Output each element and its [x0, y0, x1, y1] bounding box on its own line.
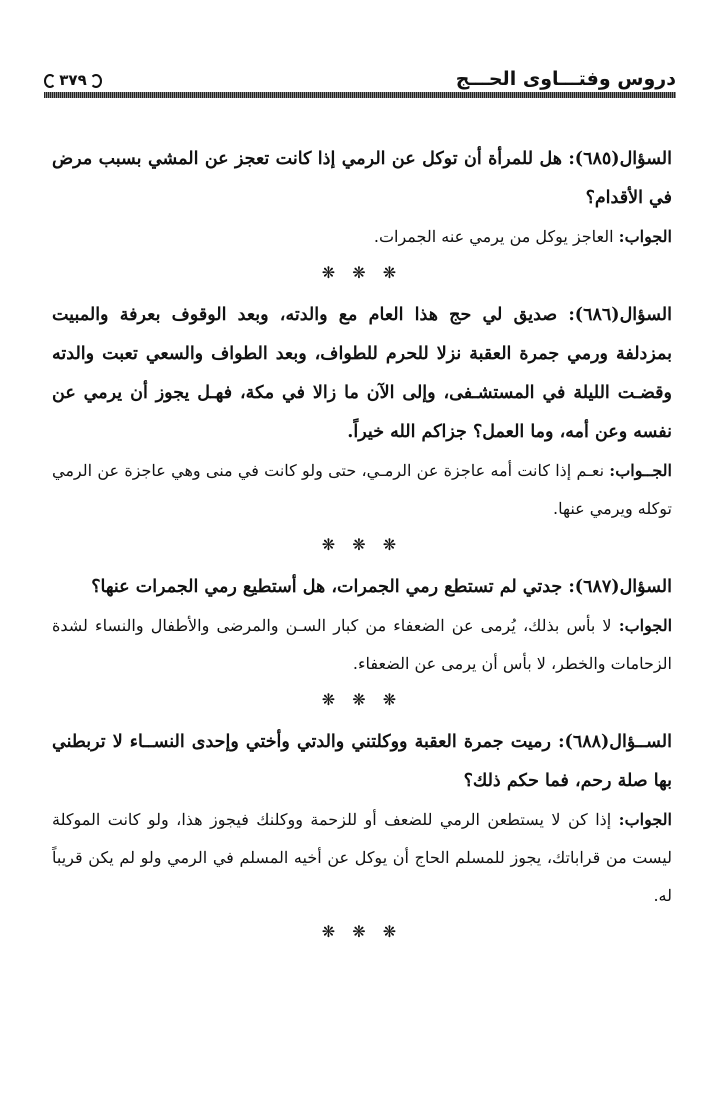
page-number: ٣٧٩	[44, 70, 102, 90]
section-separator: ❋ ❋ ❋	[321, 690, 403, 709]
answer-688	[52, 801, 672, 915]
question-text: صديق لي حج هذا العام مع والدته، وبعد الوقوف بعرفة والمبيت بمزدلفة ورمي جمرة العقبة نزلا للحرم للطواف، وبعد الطواف والسعي تعبت والدته وقضـت الليلة في المستشـفى، وإلى الآن ما زالا في مكة، فهـل يجوز أن يرمي عن نفسه وعن أمه، وما العمل؟ جزاكم الله خيراً.	[52, 305, 672, 442]
page-title: دروس وفتـــاوى الحـــج	[455, 68, 676, 90]
answer-text: العاجز يوكل من يرمي عنه الجمرات.	[373, 227, 619, 246]
section-separator: ❋ ❋ ❋	[321, 922, 403, 941]
page-header	[44, 68, 676, 100]
question-687	[52, 568, 672, 607]
question-label: السؤال(٦٨٥):	[568, 149, 672, 169]
answer-685	[52, 218, 672, 256]
question-text: رميت جمرة العقبة ووكلتني والدتي وأختي وإحدى النســاء لا تربطني بها صلة رحم، فما حكم ذلك؟	[52, 732, 672, 791]
question-label: السؤال(٦٨٧):	[568, 577, 672, 597]
header-rule	[44, 92, 676, 98]
section-separator: ❋ ❋ ❋	[321, 535, 403, 554]
page-content	[52, 140, 672, 955]
answer-label: الجواب:	[618, 810, 672, 829]
question-text: هل للمرأة أن توكل عن الرمي إذا كانت تعجز عن المشي بسبب مرض في الأقدام؟	[52, 149, 672, 208]
answer-text: إذا كن لا يستطعن الرمي للضعف أو للزحمة ووكلنك فيجوز هذا، ولو كانت الموكلة ليست من قراباتك، يجوز للمسلم الحاج أن يوكل عن أخيه المسلم في الرمي ولو لم يكن قريباً له.	[52, 810, 672, 905]
question-label: الســؤال(٦٨٨):	[558, 732, 672, 752]
answer-label: الجواب:	[618, 616, 673, 635]
question-label: السؤال(٦٨٦):	[568, 305, 672, 325]
question-685	[52, 140, 672, 218]
answer-text: نعـم إذا كانت أمه عاجزة عن الرمـي، حتى ولو كانت في منى وهي عاجزة عن الرمي توكله ويرمي عنها.	[52, 461, 672, 518]
section-separator: ❋ ❋ ❋	[321, 263, 403, 282]
question-text: جدتي لم تستطع رمي الجمرات، هل أستطيع رمي الجمرات عنها؟	[91, 577, 569, 597]
question-688	[52, 723, 672, 801]
answer-686	[52, 452, 672, 528]
answer-687	[52, 607, 672, 683]
answer-label: الجــواب:	[609, 461, 672, 480]
answer-text: لا بأس بذلك، يُرمى عن الضعفاء من كبار السـن والمرضى والأطفال والنساء لشدة الزحامات والخطر، لا بأس أن يرمى عن الضعفاء.	[52, 616, 672, 673]
question-686	[52, 296, 672, 452]
answer-label: الجواب:	[618, 227, 672, 246]
